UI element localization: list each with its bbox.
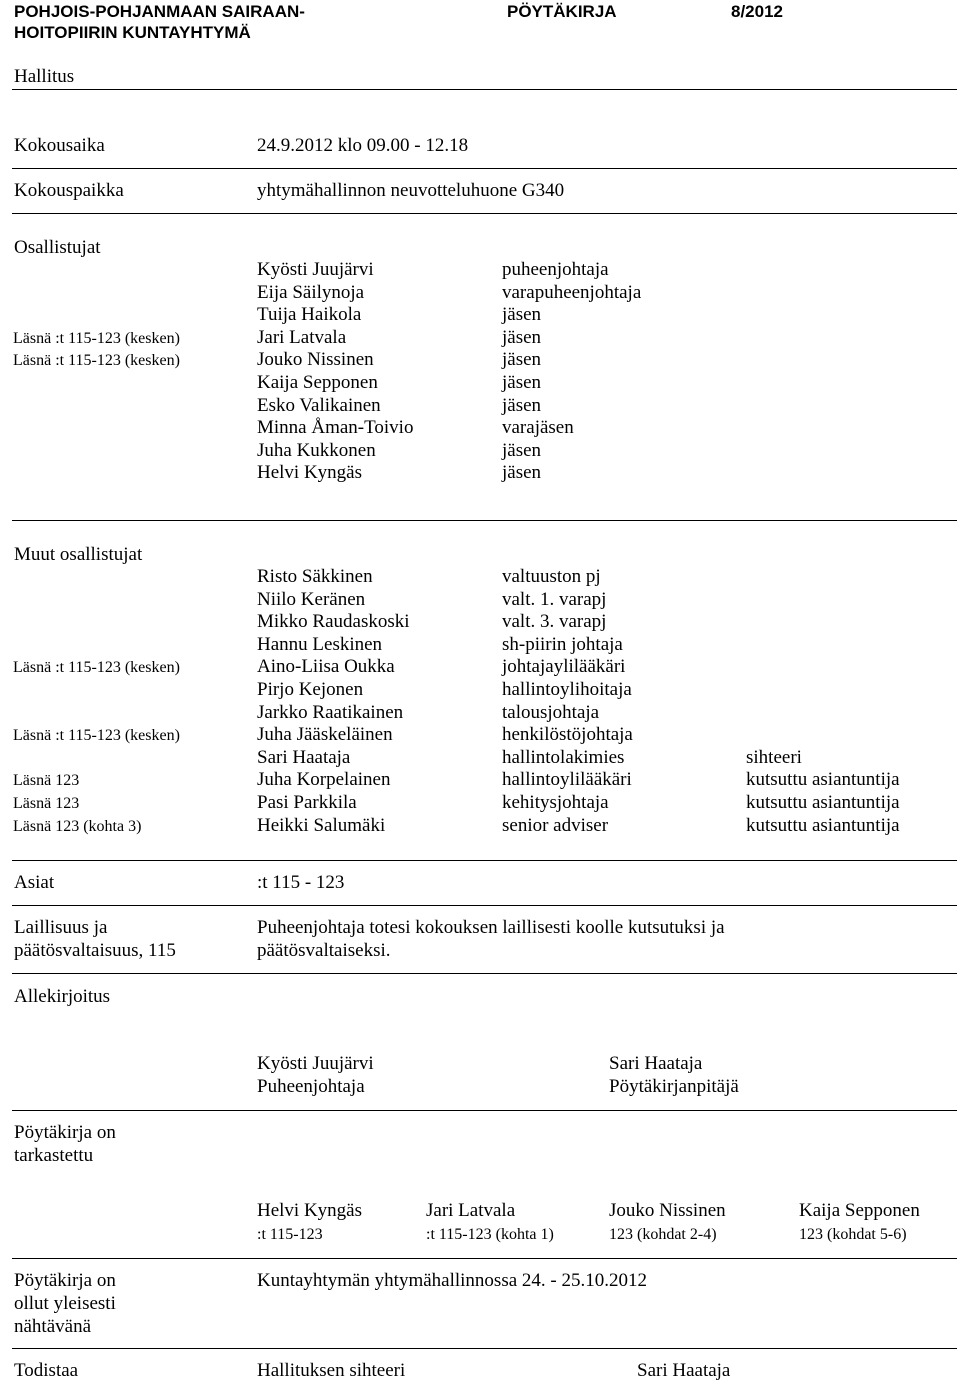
list-item [0, 815, 960, 838]
list-item [0, 395, 960, 418]
section-divider [12, 973, 957, 974]
meeting-place-label: Kokouspaikka [14, 180, 124, 201]
reviewer-scope: 123 (kohdat 2-4) [609, 1226, 717, 1243]
participant-extra-role: kutsuttu asiantuntija [746, 814, 900, 836]
participant-role: hallintoylilääkäri [502, 769, 632, 791]
participant-role: talousjohtaja [502, 701, 600, 723]
reviewer-scope: :t 115-123 [257, 1226, 323, 1243]
participant-name: Risto Säkkinen [257, 566, 373, 587]
participant-name: Aino-Liisa Oukka [257, 656, 395, 678]
participant-role: puheenjohtaja [502, 259, 609, 280]
other-participants-label: Muut osallistujat [14, 544, 143, 565]
body-name: Hallitus [14, 66, 75, 87]
meeting-time-value: 24.9.2012 klo 09.00 - 12.18 [257, 135, 469, 156]
chair-name: Kyösti Juujärvi [257, 1053, 374, 1074]
meeting-place-value: yhtymähallinnon neuvotteluhuone G340 [257, 180, 565, 201]
review-label-line1: Pöytäkirja on [14, 1122, 116, 1143]
participant-role: sh-piirin johtaja [502, 633, 623, 655]
participant-role: henkilöstöjohtaja [502, 724, 633, 746]
attest-name: Sari Haataja [637, 1360, 731, 1381]
participant-name: Minna Åman-Toivio [257, 417, 414, 439]
header-divider [12, 89, 957, 90]
participants-label: Osallistujat [14, 237, 101, 258]
section-divider [12, 213, 957, 214]
list-item [0, 462, 960, 485]
list-item [0, 566, 960, 589]
list-item [0, 327, 960, 350]
section-divider [12, 905, 957, 906]
participant-name: Sari Haataja [257, 746, 351, 768]
participant-role: valtuuston pj [502, 566, 601, 587]
legality-text-line1: Puheenjohtaja totesi kokouksen laillisesti koolle kutsutuksi ja [257, 917, 725, 938]
reviewer-name: Jouko Nissinen [609, 1200, 726, 1221]
participant-name: Pasi Parkkila [257, 791, 357, 813]
reviewer-name: Helvi Kyngäs [257, 1200, 363, 1221]
participant-name: Jari Latvala [257, 326, 347, 348]
section-divider [12, 860, 957, 861]
matters-value: :t 115 - 123 [257, 872, 345, 893]
presence-note: Läsnä 123 (kohta 3) [13, 817, 142, 835]
participant-role: valt. 1. varapj [502, 588, 607, 610]
participant-name: Hannu Leskinen [257, 633, 383, 655]
list-item [0, 769, 960, 792]
display-text: Kuntayhtymän yhtymähallinnossa 24. - 25.10.2012 [257, 1270, 647, 1291]
participant-role: jäsen [502, 394, 542, 416]
participant-role: kehitysjohtaja [502, 791, 609, 813]
reviewer-scope: :t 115-123 (kohta 1) [426, 1226, 554, 1243]
chair-title: Puheenjohtaja [257, 1076, 365, 1097]
list-item [0, 417, 960, 440]
display-label-line2: ollut yleisesti [14, 1293, 116, 1314]
list-item [0, 349, 960, 372]
participant-role: jäsen [502, 371, 542, 393]
participant-role: jäsen [502, 326, 542, 348]
presence-note: Läsnä :t 115-123 (kesken) [13, 352, 180, 370]
participant-role: hallintoylihoitaja [502, 678, 632, 700]
list-item [0, 792, 960, 815]
matters-label: Asiat [14, 872, 55, 893]
list-item [0, 440, 960, 463]
presence-note: Läsnä :t 115-123 (kesken) [13, 659, 180, 677]
participant-name: Jarkko Raatikainen [257, 701, 404, 723]
organization-name-line2: HOITOPIIRIN KUNTAYHTYMÄ [14, 23, 251, 42]
meeting-time-label: Kokousaika [14, 135, 105, 156]
participant-name: Kaija Sepponen [257, 371, 378, 393]
section-divider [12, 1348, 957, 1349]
presence-note: Läsnä 123 [13, 772, 80, 790]
reviewer-name: Kaija Sepponen [799, 1200, 920, 1221]
participant-name: Pirjo Kejonen [257, 678, 364, 700]
organization-name-line1: POHJOIS-POHJANMAAN SAIRAAN- [14, 2, 305, 21]
list-item [0, 702, 960, 725]
other-participants-list [0, 566, 960, 837]
section-divider [12, 1110, 957, 1111]
reviewer-scope: 123 (kohdat 5-6) [799, 1226, 907, 1243]
participant-role: varapuheenjohtaja [502, 281, 642, 303]
section-divider [12, 520, 957, 521]
participant-role: varajäsen [502, 417, 574, 439]
participant-name: Juha Kukkonen [257, 439, 376, 461]
participant-name: Helvi Kyngäs [257, 462, 363, 484]
list-item [0, 634, 960, 657]
signature-label: Allekirjoitus [14, 986, 111, 1007]
participant-role: johtajaylilääkäri [502, 656, 626, 678]
participants-list [0, 259, 960, 485]
list-item [0, 679, 960, 702]
list-item [0, 589, 960, 612]
participant-name: Juha Korpelainen [257, 769, 391, 791]
participant-name: Mikko Raudaskoski [257, 611, 410, 633]
secretary-title: Pöytäkirjanpitäjä [609, 1076, 739, 1097]
display-label-line3: nähtävänä [14, 1316, 92, 1337]
participant-extra-role: sihteeri [746, 746, 802, 768]
list-item [0, 282, 960, 305]
list-item [0, 372, 960, 395]
participant-extra-role: kutsuttu asiantuntija [746, 791, 900, 813]
participant-name: Esko Valikainen [257, 394, 381, 416]
list-item [0, 611, 960, 634]
display-label-line1: Pöytäkirja on [14, 1270, 116, 1291]
legality-text-line2: päätösvaltaiseksi. [257, 940, 391, 961]
participant-name: Niilo Keränen [257, 588, 366, 610]
participant-name: Jouko Nissinen [257, 349, 374, 371]
document-number: 8/2012 [731, 2, 783, 21]
participant-name: Heikki Salumäki [257, 814, 386, 836]
participant-role: valt. 3. varapj [502, 611, 607, 633]
participant-role: hallintolakimies [502, 746, 625, 768]
participant-role: senior adviser [502, 814, 609, 836]
legality-label-line1: Laillisuus ja [14, 917, 108, 938]
participant-role: jäsen [502, 439, 542, 461]
section-divider [12, 168, 957, 169]
list-item [0, 656, 960, 679]
list-item [0, 259, 960, 282]
participant-role: jäsen [502, 349, 542, 371]
participant-name: Tuija Haikola [257, 304, 362, 326]
list-item [0, 747, 960, 770]
secretary-name: Sari Haataja [609, 1053, 703, 1074]
participant-extra-role: kutsuttu asiantuntija [746, 769, 900, 791]
participant-name: Eija Säilynoja [257, 281, 365, 303]
review-label-line2: tarkastettu [14, 1145, 94, 1166]
list-item [0, 724, 960, 747]
section-divider [12, 1258, 957, 1259]
presence-note: Läsnä :t 115-123 (kesken) [13, 329, 180, 347]
attest-label: Todistaa [14, 1360, 79, 1381]
participant-role: jäsen [502, 462, 542, 484]
participant-name: Juha Jääskeläinen [257, 724, 393, 746]
legality-label-line2: päätösvaltaisuus, 115 [14, 940, 176, 961]
reviewer-name: Jari Latvala [426, 1200, 516, 1221]
participant-role: jäsen [502, 304, 542, 326]
list-item [0, 304, 960, 327]
document-type: PÖYTÄKIRJA [507, 2, 617, 21]
presence-note: Läsnä 123 [13, 794, 80, 812]
attest-role: Hallituksen sihteeri [257, 1360, 406, 1381]
participant-name: Kyösti Juujärvi [257, 259, 374, 280]
presence-note: Läsnä :t 115-123 (kesken) [13, 727, 180, 745]
